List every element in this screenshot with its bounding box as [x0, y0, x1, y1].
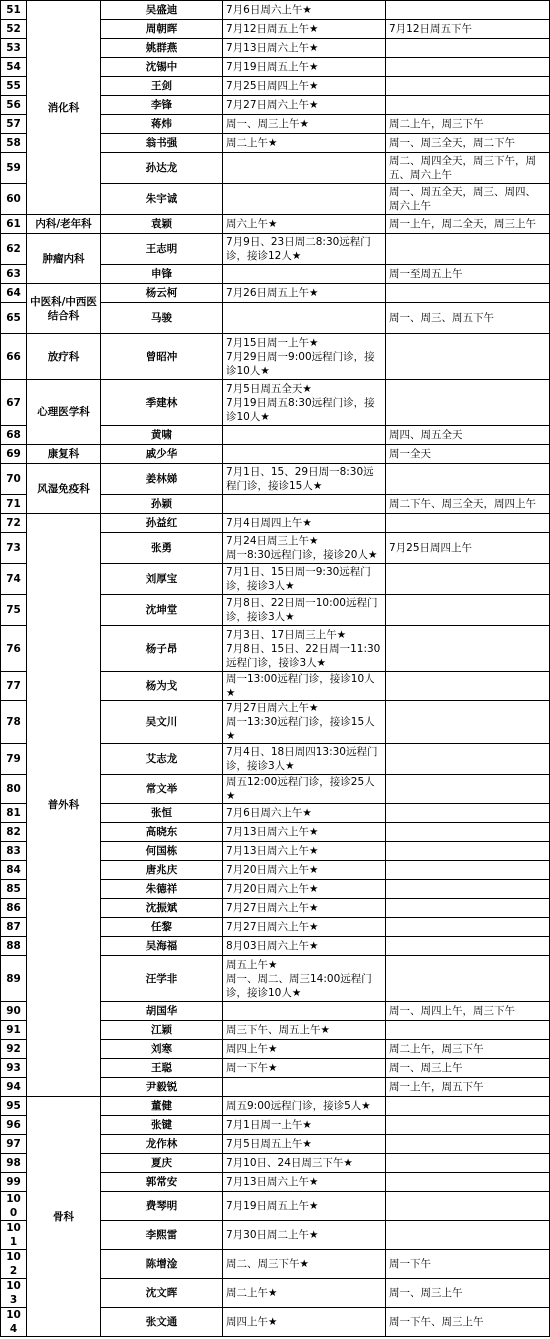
row-number: 59 — [1, 153, 27, 184]
row-number: 57 — [1, 115, 27, 134]
special-clinic-schedule: 周五上午★ 周一、周二、周三14:00远程门诊，接诊10人★ — [223, 956, 386, 1002]
special-clinic-schedule: 7月27日周六上午★ — [223, 899, 386, 918]
department-cell: 中医科/中西医结合科 — [27, 284, 101, 334]
regular-clinic-schedule: 周一下午 — [386, 1250, 550, 1279]
doctor-name: 李锋 — [101, 96, 223, 115]
doctor-name: 杨为戈 — [101, 672, 223, 701]
special-clinic-schedule: 7月5日周五上午★ — [223, 1135, 386, 1154]
doctor-name: 王志明 — [101, 234, 223, 265]
special-clinic-schedule: 周五12:00远程门诊，接诊25人★ — [223, 775, 386, 804]
special-clinic-schedule: 7月5日周五全天★ 7月19日周五8:30远程门诊，接诊10人★ — [223, 380, 386, 426]
regular-clinic-schedule — [386, 1135, 550, 1154]
regular-clinic-schedule — [386, 284, 550, 303]
row-number: 102 — [1, 1250, 27, 1279]
special-clinic-schedule: 7月1日、15日周一9:30远程门诊，接诊3人★ — [223, 564, 386, 595]
special-clinic-schedule — [223, 184, 386, 215]
regular-clinic-schedule: 周四、周五全天 — [386, 426, 550, 445]
row-number: 58 — [1, 134, 27, 153]
doctor-name: 沈坤堂 — [101, 595, 223, 626]
special-clinic-schedule: 7月20日周六上午★ — [223, 880, 386, 899]
table-row — [1, 284, 550, 303]
department-cell: 康复科 — [27, 445, 101, 464]
doctor-name: 江颖 — [101, 1021, 223, 1040]
regular-clinic-schedule — [386, 672, 550, 701]
row-number: 79 — [1, 744, 27, 775]
row-number: 80 — [1, 775, 27, 804]
regular-clinic-schedule — [386, 514, 550, 533]
special-clinic-schedule: 周一、周三上午★ — [223, 115, 386, 134]
regular-clinic-schedule — [386, 39, 550, 58]
row-number: 95 — [1, 1097, 27, 1116]
special-clinic-schedule: 7月30日周二上午★ — [223, 1221, 386, 1250]
row-number: 61 — [1, 215, 27, 234]
row-number: 65 — [1, 303, 27, 334]
special-clinic-schedule — [223, 303, 386, 334]
department-cell: 消化科 — [27, 1, 101, 215]
regular-clinic-schedule — [386, 77, 550, 96]
special-clinic-schedule — [223, 1002, 386, 1021]
regular-clinic-schedule — [386, 899, 550, 918]
regular-clinic-schedule: 周一上午，周二全天，周三上午 — [386, 215, 550, 234]
special-clinic-schedule: 7月8日、22日周一10:00远程门诊，接诊3人★ — [223, 595, 386, 626]
row-number: 97 — [1, 1135, 27, 1154]
row-number: 73 — [1, 533, 27, 564]
doctor-name: 戚少华 — [101, 445, 223, 464]
doctor-name: 费琴明 — [101, 1192, 223, 1221]
row-number: 100 — [1, 1192, 27, 1221]
doctor-name: 高晓东 — [101, 823, 223, 842]
doctor-name: 蒋炜 — [101, 115, 223, 134]
doctor-name: 吴文川 — [101, 701, 223, 744]
row-number: 72 — [1, 514, 27, 533]
doctor-name: 沈振斌 — [101, 899, 223, 918]
regular-clinic-schedule — [386, 1154, 550, 1173]
row-number: 63 — [1, 265, 27, 284]
row-number: 83 — [1, 842, 27, 861]
row-number: 69 — [1, 445, 27, 464]
special-clinic-schedule: 周五9:00远程门诊，接诊5人★ — [223, 1097, 386, 1116]
special-clinic-schedule: 7月13日周六上午★ — [223, 39, 386, 58]
row-number: 56 — [1, 96, 27, 115]
doctor-name: 杨云柯 — [101, 284, 223, 303]
row-number: 52 — [1, 20, 27, 39]
doctor-name: 任黎 — [101, 918, 223, 937]
regular-clinic-schedule: 周一、周五全天，周三、周四、周六上午 — [386, 184, 550, 215]
special-clinic-schedule: 8月03日周六上午★ — [223, 937, 386, 956]
row-number: 64 — [1, 284, 27, 303]
regular-clinic-schedule — [386, 804, 550, 823]
doctor-name: 姜林娣 — [101, 464, 223, 495]
regular-clinic-schedule — [386, 1, 550, 20]
row-number: 84 — [1, 861, 27, 880]
doctor-name: 吴盛迪 — [101, 1, 223, 20]
row-number: 51 — [1, 1, 27, 20]
schedule-table-body — [1, 1, 550, 1337]
doctor-name: 孙达龙 — [101, 153, 223, 184]
row-number: 89 — [1, 956, 27, 1002]
special-clinic-schedule — [223, 1078, 386, 1097]
doctor-name: 刘寒 — [101, 1040, 223, 1059]
regular-clinic-schedule — [386, 1173, 550, 1192]
regular-clinic-schedule: 周二下午、周三全天，周四上午 — [386, 495, 550, 514]
doctor-name: 王剑 — [101, 77, 223, 96]
row-number: 92 — [1, 1040, 27, 1059]
special-clinic-schedule — [223, 445, 386, 464]
special-clinic-schedule: 周二、周三下午★ — [223, 1250, 386, 1279]
regular-clinic-schedule — [386, 334, 550, 380]
doctor-name: 吴海福 — [101, 937, 223, 956]
doctor-name: 姚群燕 — [101, 39, 223, 58]
regular-clinic-schedule — [386, 861, 550, 880]
regular-clinic-schedule: 周一上午，周五下午 — [386, 1078, 550, 1097]
special-clinic-schedule: 周二上午★ — [223, 1279, 386, 1308]
regular-clinic-schedule: 周一至周五上午 — [386, 265, 550, 284]
regular-clinic-schedule — [386, 626, 550, 672]
special-clinic-schedule: 7月19日周五上午★ — [223, 58, 386, 77]
row-number: 88 — [1, 937, 27, 956]
row-number: 85 — [1, 880, 27, 899]
row-number: 66 — [1, 334, 27, 380]
row-number: 101 — [1, 1221, 27, 1250]
regular-clinic-schedule: 周一、周三上午 — [386, 1059, 550, 1078]
regular-clinic-schedule: 周二上午，周三下午 — [386, 1040, 550, 1059]
regular-clinic-schedule: 周二上午，周三下午 — [386, 115, 550, 134]
row-number: 70 — [1, 464, 27, 495]
doctor-name: 周朝晖 — [101, 20, 223, 39]
special-clinic-schedule: 周二上午★ — [223, 134, 386, 153]
row-number: 77 — [1, 672, 27, 701]
regular-clinic-schedule — [386, 880, 550, 899]
special-clinic-schedule — [223, 265, 386, 284]
doctor-name: 董健 — [101, 1097, 223, 1116]
doctor-name: 朱德祥 — [101, 880, 223, 899]
special-clinic-schedule: 7月10日、24日周三下午★ — [223, 1154, 386, 1173]
regular-clinic-schedule — [386, 96, 550, 115]
row-number: 78 — [1, 701, 27, 744]
regular-clinic-schedule — [386, 234, 550, 265]
doctor-name: 袁颖 — [101, 215, 223, 234]
doctor-name: 尹毅锐 — [101, 1078, 223, 1097]
row-number: 103 — [1, 1279, 27, 1308]
doctor-name: 郭常安 — [101, 1173, 223, 1192]
regular-clinic-schedule — [386, 956, 550, 1002]
special-clinic-schedule — [223, 153, 386, 184]
row-number: 87 — [1, 918, 27, 937]
table-row — [1, 1097, 550, 1116]
regular-clinic-schedule: 周一全天 — [386, 445, 550, 464]
special-clinic-schedule — [223, 426, 386, 445]
row-number: 99 — [1, 1173, 27, 1192]
regular-clinic-schedule: 7月25日周四上午 — [386, 533, 550, 564]
doctor-name: 孙颖 — [101, 495, 223, 514]
doctor-name: 季建林 — [101, 380, 223, 426]
regular-clinic-schedule — [386, 823, 550, 842]
row-number: 76 — [1, 626, 27, 672]
doctor-name: 黄啸 — [101, 426, 223, 445]
doctor-name: 艾志龙 — [101, 744, 223, 775]
special-clinic-schedule: 7月1日、15、29日周一8:30远程门诊，接诊15人★ — [223, 464, 386, 495]
doctor-name: 胡国华 — [101, 1002, 223, 1021]
regular-clinic-schedule: 周一、周三全天，周二下午 — [386, 134, 550, 153]
row-number: 96 — [1, 1116, 27, 1135]
doctor-name: 张勇 — [101, 533, 223, 564]
table-row — [1, 1, 550, 20]
special-clinic-schedule: 7月25日周四上午★ — [223, 77, 386, 96]
doctor-name: 申锋 — [101, 265, 223, 284]
special-clinic-schedule: 7月9日、23日周二8:30远程门诊，接诊12人★ — [223, 234, 386, 265]
special-clinic-schedule: 7月3日、17日周三上午★ 7月8日、15日、22日周一11:30远程门诊，接诊3人★ — [223, 626, 386, 672]
row-number: 81 — [1, 804, 27, 823]
special-clinic-schedule: 周三下午、周五上午★ — [223, 1021, 386, 1040]
doctor-name: 翁书强 — [101, 134, 223, 153]
doctor-name: 汪学非 — [101, 956, 223, 1002]
row-number: 91 — [1, 1021, 27, 1040]
regular-clinic-schedule — [386, 937, 550, 956]
special-clinic-schedule: 周一13:00远程门诊，接诊10人★ — [223, 672, 386, 701]
regular-clinic-schedule — [386, 564, 550, 595]
row-number: 104 — [1, 1308, 27, 1337]
regular-clinic-schedule: 周一下午、周三上午 — [386, 1308, 550, 1337]
doctor-name: 孙益红 — [101, 514, 223, 533]
row-number: 82 — [1, 823, 27, 842]
department-cell: 内科/老年科 — [27, 215, 101, 234]
regular-clinic-schedule: 周一、周三上午 — [386, 1279, 550, 1308]
row-number: 62 — [1, 234, 27, 265]
table-row — [1, 464, 550, 495]
row-number: 75 — [1, 595, 27, 626]
doctor-name: 何国栋 — [101, 842, 223, 861]
table-row — [1, 234, 550, 265]
row-number: 93 — [1, 1059, 27, 1078]
special-clinic-schedule: 7月13日周六上午★ — [223, 1173, 386, 1192]
special-clinic-schedule: 7月13日周六上午★ — [223, 823, 386, 842]
regular-clinic-schedule — [386, 842, 550, 861]
row-number: 68 — [1, 426, 27, 445]
doctor-name: 曾昭冲 — [101, 334, 223, 380]
doctor-name: 朱宇诚 — [101, 184, 223, 215]
regular-clinic-schedule: 周二、周四全天，周三下午，周五、周六上午 — [386, 153, 550, 184]
row-number: 74 — [1, 564, 27, 595]
doctor-name: 刘厚宝 — [101, 564, 223, 595]
special-clinic-schedule: 周一下午★ — [223, 1059, 386, 1078]
doctor-name: 张文通 — [101, 1308, 223, 1337]
doctor-name: 王聪 — [101, 1059, 223, 1078]
row-number: 86 — [1, 899, 27, 918]
row-number: 98 — [1, 1154, 27, 1173]
special-clinic-schedule: 7月20日周六上午★ — [223, 861, 386, 880]
regular-clinic-schedule: 周一、周四上午，周三下午 — [386, 1002, 550, 1021]
row-number: 55 — [1, 77, 27, 96]
regular-clinic-schedule — [386, 775, 550, 804]
table-row — [1, 514, 550, 533]
row-number: 94 — [1, 1078, 27, 1097]
special-clinic-schedule: 7月24日周三上午★ 周一8:30远程门诊，接诊20人★ — [223, 533, 386, 564]
doctor-name: 李熙雷 — [101, 1221, 223, 1250]
special-clinic-schedule: 7月6日周六上午★ — [223, 1, 386, 20]
table-row — [1, 215, 550, 234]
table-row — [1, 445, 550, 464]
department-cell: 心理医学科 — [27, 380, 101, 445]
special-clinic-schedule: 7月15日周一上午★ 7月29日周一9:00远程门诊，接诊10人★ — [223, 334, 386, 380]
department-cell: 骨科 — [27, 1097, 101, 1337]
special-clinic-schedule: 7月27日周六上午★ — [223, 96, 386, 115]
special-clinic-schedule: 7月19日周五上午★ — [223, 1192, 386, 1221]
doctor-name: 陈增淦 — [101, 1250, 223, 1279]
regular-clinic-schedule — [386, 744, 550, 775]
special-clinic-schedule: 7月13日周六上午★ — [223, 842, 386, 861]
row-number: 54 — [1, 58, 27, 77]
regular-clinic-schedule — [386, 380, 550, 426]
row-number: 67 — [1, 380, 27, 426]
doctor-name: 龙作林 — [101, 1135, 223, 1154]
special-clinic-schedule — [223, 495, 386, 514]
special-clinic-schedule: 7月6日周六上午★ — [223, 804, 386, 823]
table-row — [1, 380, 550, 426]
doctor-name: 沈锡中 — [101, 58, 223, 77]
doctor-name: 唐兆庆 — [101, 861, 223, 880]
regular-clinic-schedule: 周一、周三、周五下午 — [386, 303, 550, 334]
department-cell: 肿瘤内科 — [27, 234, 101, 284]
regular-clinic-schedule — [386, 1116, 550, 1135]
doctor-name: 沈文晖 — [101, 1279, 223, 1308]
regular-clinic-schedule — [386, 58, 550, 77]
special-clinic-schedule: 7月4日周四上午★ — [223, 514, 386, 533]
row-number: 60 — [1, 184, 27, 215]
special-clinic-schedule: 7月4日、18日周四13:30远程门诊，接诊3人★ — [223, 744, 386, 775]
regular-clinic-schedule — [386, 1192, 550, 1221]
row-number: 71 — [1, 495, 27, 514]
regular-clinic-schedule — [386, 1221, 550, 1250]
regular-clinic-schedule — [386, 918, 550, 937]
row-number: 90 — [1, 1002, 27, 1021]
doctor-name: 杨子昂 — [101, 626, 223, 672]
special-clinic-schedule: 7月1日周一上午★ — [223, 1116, 386, 1135]
special-clinic-schedule: 7月12日周五上午★ — [223, 20, 386, 39]
doctor-name: 常文举 — [101, 775, 223, 804]
regular-clinic-schedule — [386, 1097, 550, 1116]
row-number: 53 — [1, 39, 27, 58]
special-clinic-schedule: 周四上午★ — [223, 1308, 386, 1337]
regular-clinic-schedule — [386, 701, 550, 744]
department-cell: 风湿免疫科 — [27, 464, 101, 514]
doctor-name: 张恒 — [101, 804, 223, 823]
special-clinic-schedule: 7月26日周五上午★ — [223, 284, 386, 303]
special-clinic-schedule: 7月27日周六上午★ — [223, 918, 386, 937]
doctor-name: 夏庆 — [101, 1154, 223, 1173]
table-row — [1, 334, 550, 380]
regular-clinic-schedule: 7月12日周五下午 — [386, 20, 550, 39]
special-clinic-schedule: 周六上午★ — [223, 215, 386, 234]
regular-clinic-schedule — [386, 595, 550, 626]
regular-clinic-schedule — [386, 464, 550, 495]
special-clinic-schedule: 7月27日周六上午★ 周一13:30远程门诊，接诊15人★ — [223, 701, 386, 744]
regular-clinic-schedule — [386, 1021, 550, 1040]
doctor-name: 张键 — [101, 1116, 223, 1135]
department-cell: 放疗科 — [27, 334, 101, 380]
department-cell: 普外科 — [27, 514, 101, 1097]
doctor-name: 马骏 — [101, 303, 223, 334]
special-clinic-schedule: 周四上午★ — [223, 1040, 386, 1059]
